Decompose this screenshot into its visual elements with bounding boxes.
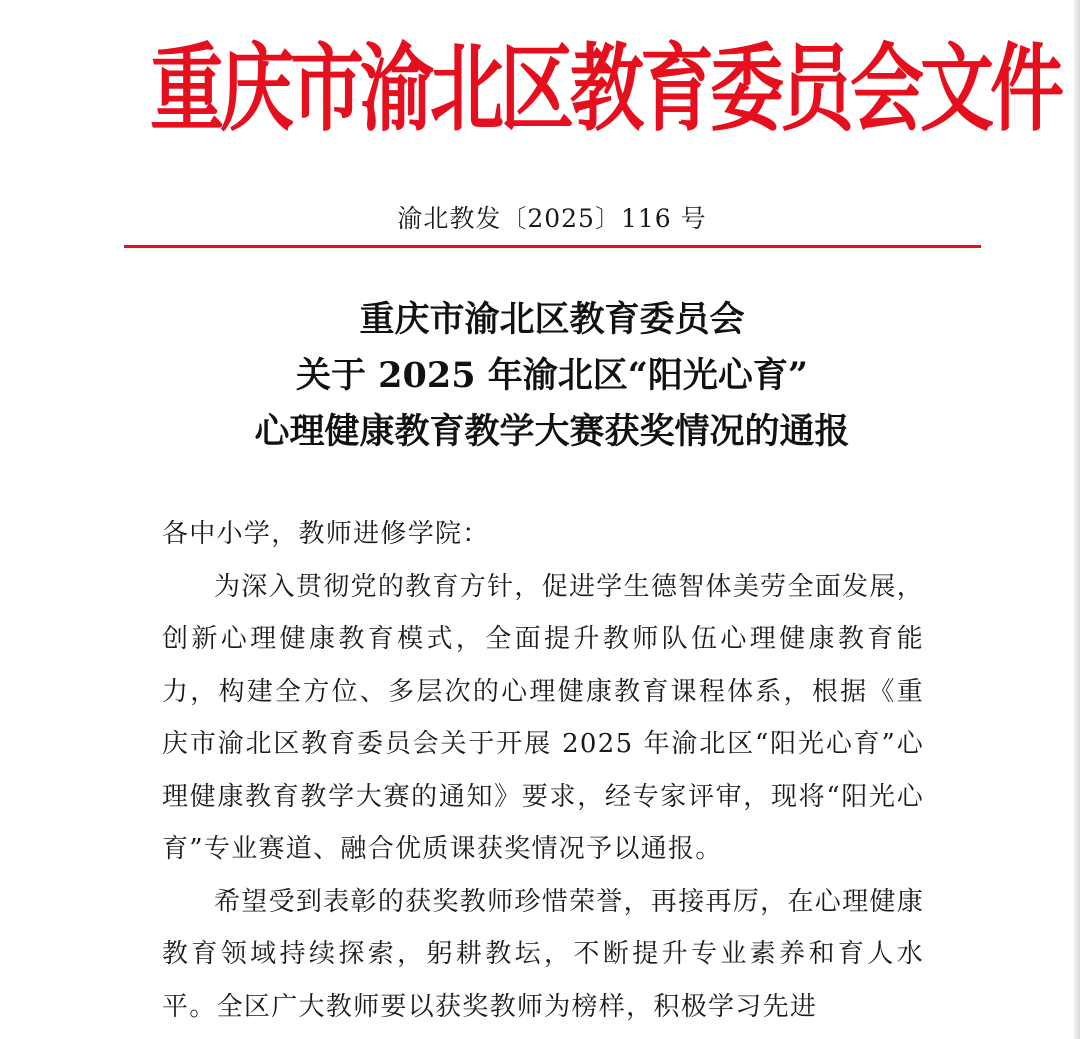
title-line-1: 重庆市渝北区教育委员会 — [359, 299, 745, 340]
notice-title — [124, 292, 980, 460]
body-paragraph: 希望受到表彰的获奖教师珍惜荣誉，再接再厉，在心理健康教育领域持续探索，躬耕教坛，不断提升专业素养和育人水平。全区广大教师要以获奖教师为榜样，积极学习先进 — [162, 886, 924, 1022]
title-line-2: 关于 2025 年渝北区“阳光心育” — [295, 355, 809, 396]
title-line-3: 心理健康教育教学大赛获奖情况的通报 — [254, 411, 850, 452]
salutation: 各中小学，教师进修学院： — [162, 519, 490, 549]
page-edge-shadow — [1074, 0, 1080, 1039]
body-paragraph: 为深入贯彻党的教育方针，促进学生德智体美劳全面发展，创新心理健康教育模式，全面提升教师队伍心理健康教育能力，构建全方位、多层次的心理健康教育课程体系，根据《重庆市渝北区教育委员会关于开展 2025 年渝北区“阳光心育”心理健康教育教学大赛的通知》要求，经专家评审，现将“阳光心育”专业赛道、融合优质课获奖情况予以通报。 — [162, 571, 924, 864]
red-separator-line — [124, 245, 981, 248]
document-body — [162, 508, 924, 1033]
masthead-title: 重庆市渝北区教育委员会文件 — [150, 34, 1060, 145]
document-number: 渝北教发〔2025〕116 号 — [397, 204, 707, 233]
